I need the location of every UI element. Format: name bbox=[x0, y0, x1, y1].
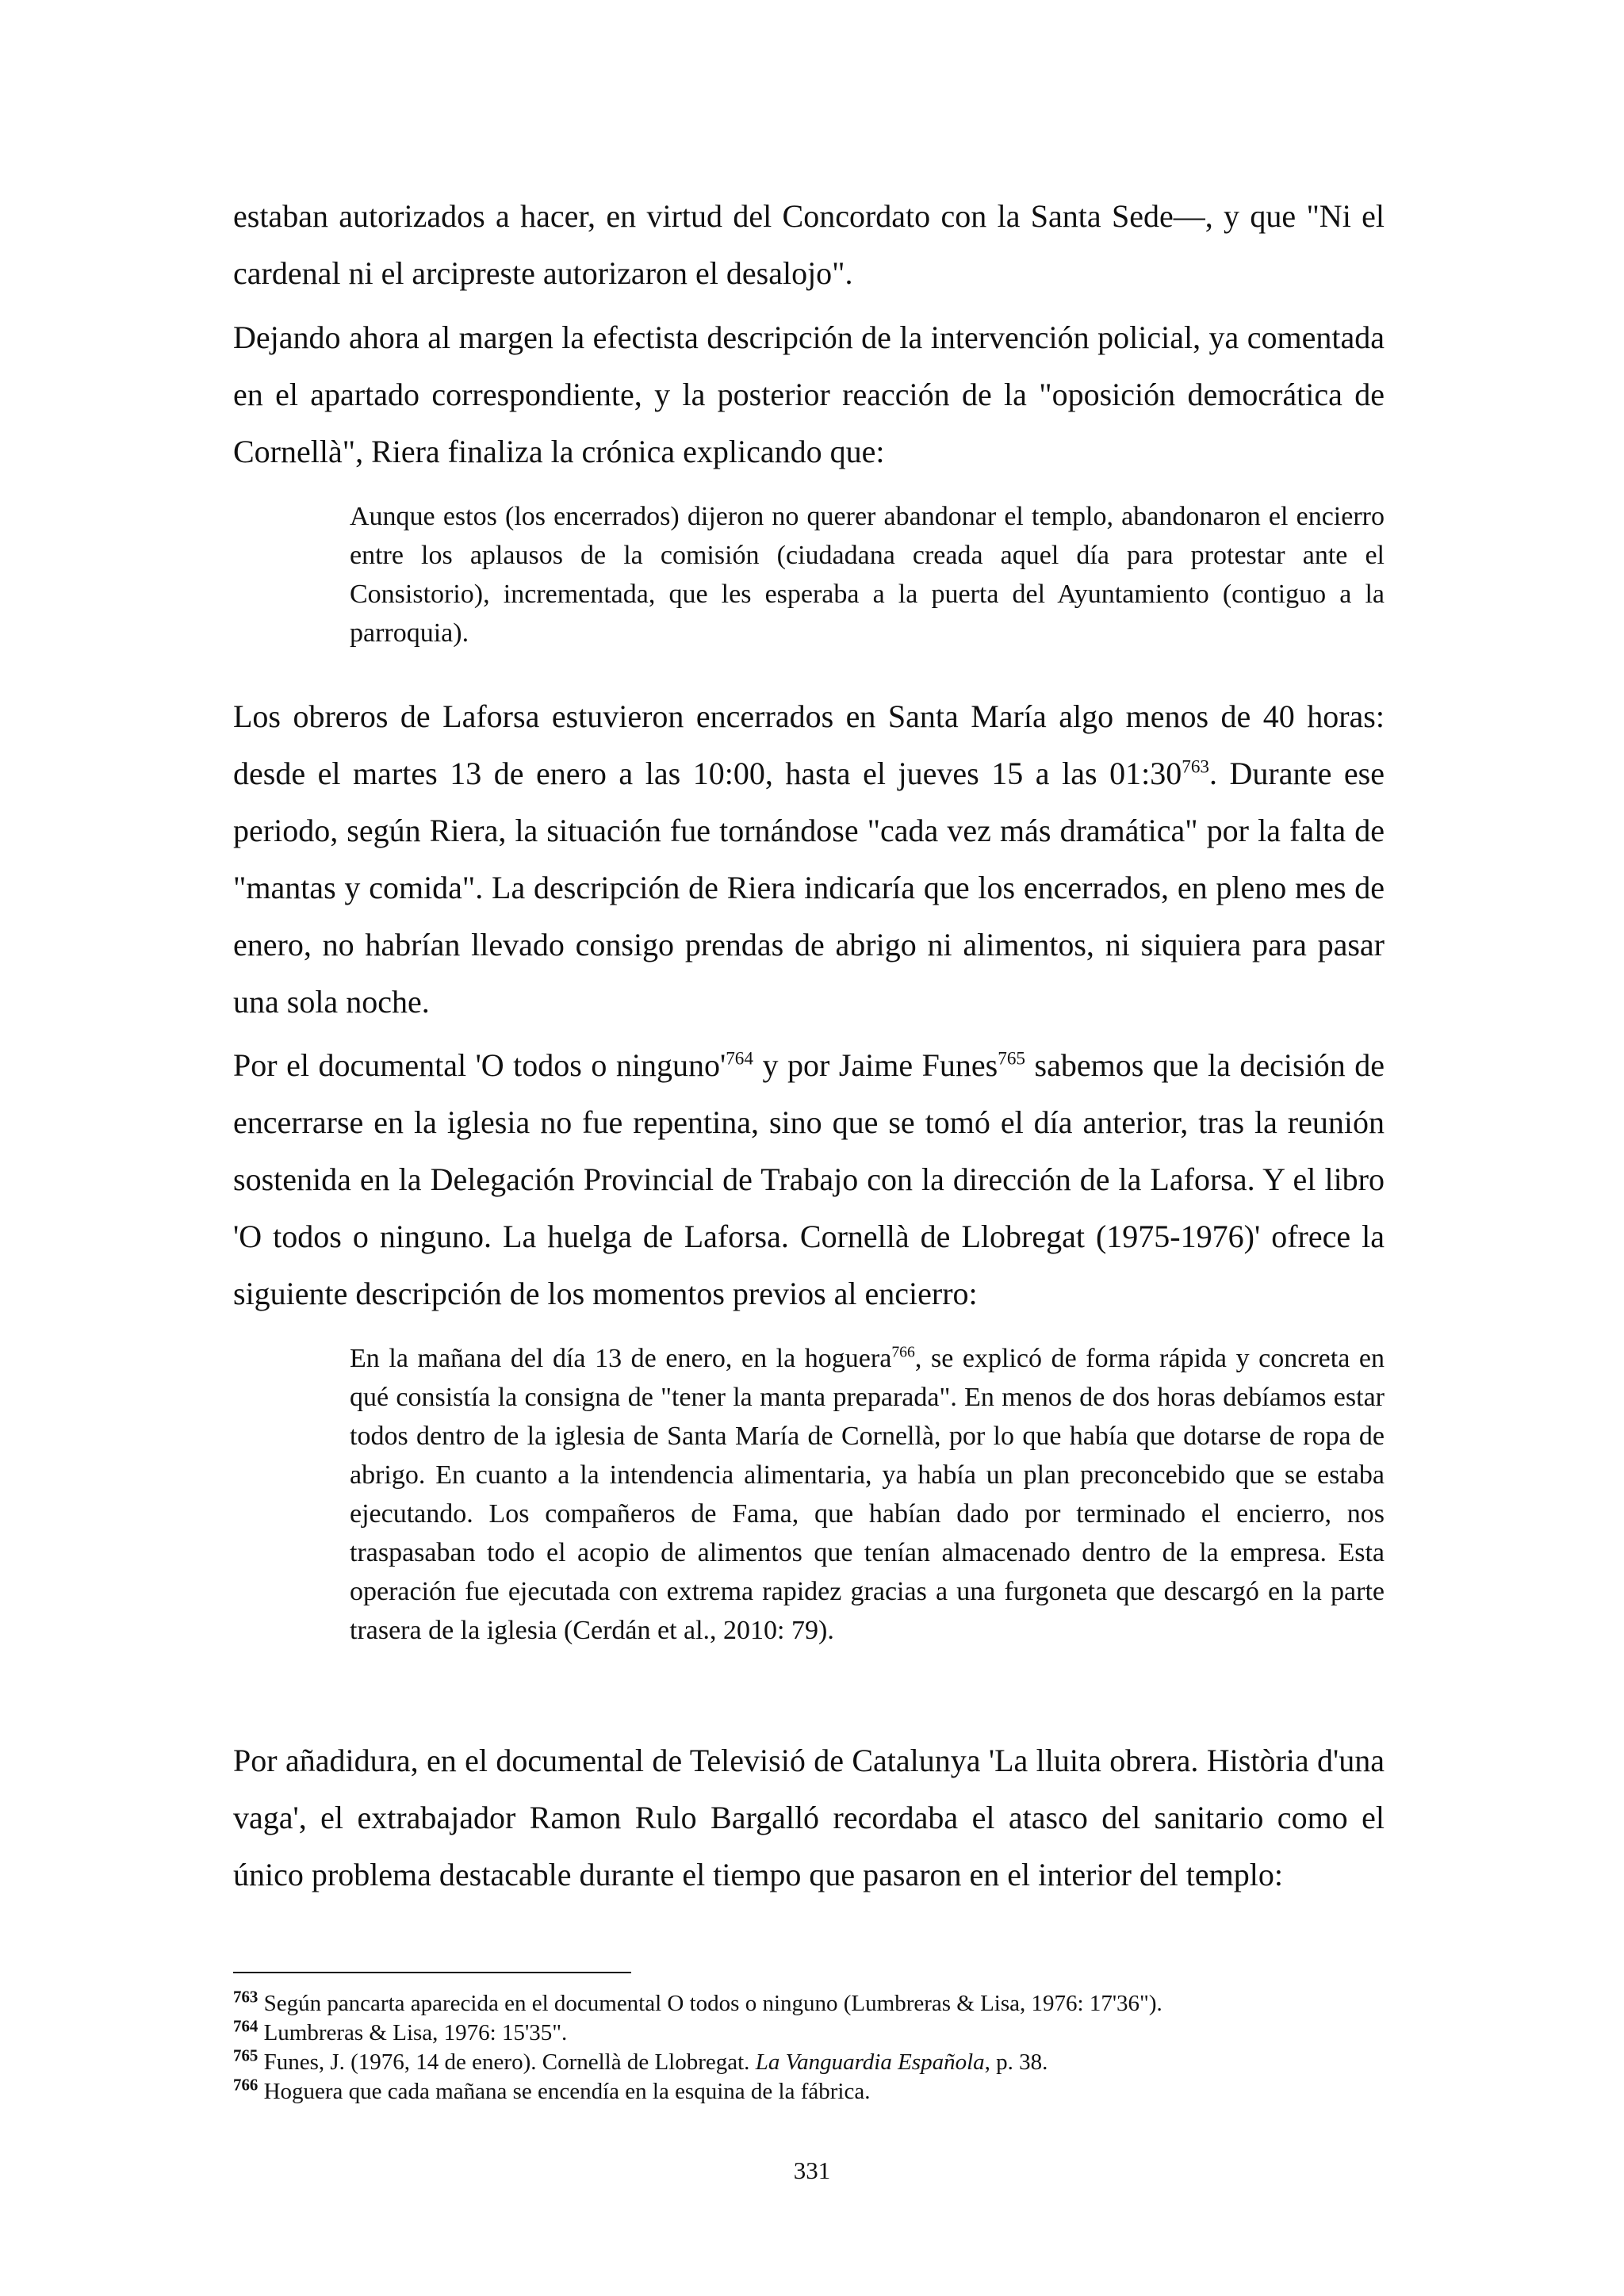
paragraph: Por añadidura, en el documental de Televisió de Catalunya 'La lluita obrera. Història d'una vaga', el extrabajador Ramon Rulo Bargalló recordaba el atasco del sanitario como el único problema destacable durante el tiempo que pasaron en el interior del templo: bbox=[233, 1743, 1385, 1892]
paragraph: Por el documental 'O todos o $ninguno'^{764}$ y por Jaime Funes$^{765}$ sabemos que la decisión de encerrarse en la iglesia no fue repentina, sino que se tomó el día anterior, tras la reunión sostenida en la Delegación Provincial de Trabajo con la dirección de la Laforsa. Y el libro 'O todos o ninguno. La huelga de Laforsa. Cornellà de Llobregat (1975-1976)' ofrece la siguiente descripción de los momentos previos al encierro: bbox=[233, 1047, 1385, 1311]
footnote-number: 766 bbox=[233, 2075, 259, 2095]
footnote: $^{763}$ Según pancarta aparecida en el documental O todos o ninguno (Lumbreras & Lisa, 1976: 17'36"). bbox=[233, 1987, 1162, 2016]
paragraph: estaban autorizados a hacer, en virtud del Concordato con la Santa Sede—, y que "Ni el cardenal ni el arcipreste autorizaron el desalojo". bbox=[233, 198, 1385, 291]
footnote-separator bbox=[233, 1972, 631, 1973]
footnote: $^{764}$ Lumbreras & Lisa, 1976: 15'35". bbox=[233, 2016, 568, 2045]
footnote-ref[interactable]: 764 bbox=[726, 1048, 753, 1070]
footnote-ref[interactable]: 763 bbox=[1182, 756, 1209, 778]
footnote-ref[interactable]: 766 bbox=[891, 1343, 915, 1361]
block-quote: Aunque estos (los encerrados) dijeron no querer abandonar el templo, abandonaron el encierro entre los aplausos de la comisión (ciudadana creada aquel día para protestar ante el Consistorio), incrementada, que les esperaba a la puerta del Ayuntamiento (contiguo a la parroquia). bbox=[350, 502, 1385, 648]
page-number: 331 bbox=[793, 2156, 831, 2184]
paragraph: Los obreros de Laforsa estuvieron encerrados en Santa María algo menos de 40 horas: desde el martes 13 de enero a las 10:00, hasta el jueves 15 a las $01:30^{763}$. Durante ese periodo, según Riera, la situación fue tornándose "cada vez más dramática" por la falta de "mantas y comida". La descripción de Riera indicaría que los encerrados, en pleno mes de enero, no habrían llevado consigo prendas de abrigo ni alimentos, ni siquiera para pasar una sola noche. bbox=[233, 698, 1385, 1020]
paragraph: Dejando ahora al margen la efectista descripción de la intervención policial, ya comentada en el apartado correspondiente, y la posterior reacción de la "oposición democrática de Cornellà", Riera finaliza la crónica explicando que: bbox=[233, 320, 1385, 469]
footnote-number: 765 bbox=[233, 2045, 259, 2065]
footnote: $^{765}$ Funes, J. (1976, 14 de enero). Cornellà de Llobregat. La Vanguardia Española, p. 38. bbox=[233, 2045, 1048, 2075]
footnote-ref[interactable]: 765 bbox=[998, 1048, 1025, 1070]
footnote-number: 764 bbox=[233, 2016, 259, 2036]
footnote-number: 763 bbox=[233, 1987, 259, 2007]
footnote: $^{766}$ Hoguera que cada mañana se encendía en la esquina de la fábrica. bbox=[233, 2075, 871, 2104]
block-quote: En la mañana del día 13 de enero, en la hoguera$^{766}$, se explicó de forma rápida y concreta en qué consistía la consigna de "tener la manta preparada". En menos de dos horas debíamos estar todos dentro de la iglesia de Santa María de Cornellà, por lo que había que dotarse de ropa de abrigo. En cuanto a la intendencia alimentaria, ya había un plan preconcebido que se estaba ejecutando. Los compañeros de Fama, que habían dado por terminado el encierro, nos traspasaban todo el acopio de alimentos que tenían almacenado dentro de la empresa. Esta operación fue ejecutada con extrema rapidez gracias a una furgoneta que descargó en la parte trasera de la iglesia (Cerdán et al., 2010: 79). bbox=[350, 1343, 1385, 1645]
